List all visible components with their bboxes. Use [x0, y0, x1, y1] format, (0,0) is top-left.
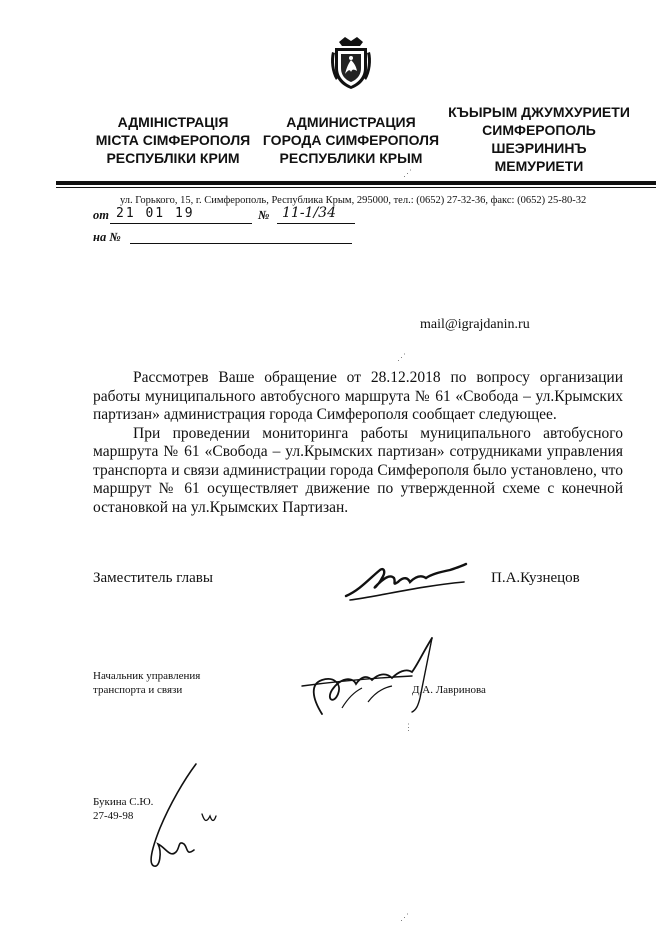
letter-date: 21 01 19: [116, 206, 195, 221]
scan-speck: ⋰: [403, 168, 412, 178]
header-ru-line-3: РЕСПУБЛИКИ КРЫМ: [279, 150, 423, 166]
head-title-line-2: транспорта и связи: [93, 684, 183, 696]
header-ct-line-4: МЕМУРИЕТИ: [494, 158, 584, 174]
header-ru-line-2: ГОРОДА СИМФЕРОПОЛЯ: [262, 132, 440, 148]
number-label: №: [258, 208, 270, 222]
head-of-department-signature: [282, 628, 452, 718]
redacted-recipient: [402, 254, 622, 310]
header-russian: [262, 113, 440, 167]
date-underline: [110, 223, 252, 224]
header-ua-line-3: РЕСПУБЛІКИ КРИМ: [106, 150, 240, 166]
header-divider-thick: [56, 181, 656, 185]
header-ua-line-2: МІСТА СІМФЕРОПОЛЯ: [95, 132, 251, 148]
signatory-title: Заместитель главы: [93, 570, 213, 586]
body-paragraph-2: При проведении мониторинга работы муниципального автобусного маршрута № 61 «Свобода – ул.Крымских партизан» сотрудниками управления транспорта и связи администрации города Симферополя было установлено, что маршрут № 61 осуществляет движение по утвержденной схеме с конечной остановкой на ул.Крымских Партизан.: [93, 424, 623, 516]
header-ct-line-2: СИМФЕРОПОЛЬ: [482, 122, 596, 138]
recipient-email: mail@igrajdanin.ru: [420, 317, 530, 332]
reply-to-label: на №: [93, 230, 121, 244]
head-title-line-1: Начальник управления: [93, 670, 201, 682]
header-ua-line-1: АДМІНІСТРАЦІЯ: [117, 114, 229, 130]
crimea-coat-of-arms-icon: [330, 36, 372, 90]
scan-speck: ⋮: [404, 722, 413, 732]
executor-phone: 27-49-98: [93, 810, 134, 822]
header-divider-thin: [56, 187, 656, 188]
scan-speck: ⋰: [397, 352, 406, 362]
header-ct-line-1: КЪЫРЫМ ДЖУМХУРИЕТИ: [448, 104, 630, 120]
header-ct-line-3: ШЕЭРИНИНЪ: [491, 140, 587, 156]
date-label: от: [93, 208, 109, 222]
deputy-signature: [340, 556, 470, 604]
executor-name: Букина С.Ю.: [93, 796, 154, 808]
signatory-name: П.А.Кузнецов: [491, 570, 580, 586]
letter-body: [93, 369, 623, 517]
head-of-department-title: [93, 669, 200, 697]
header-ru-line-1: АДМИНИСТРАЦИЯ: [286, 114, 416, 130]
number-underline: [277, 223, 355, 224]
executor-signature: [140, 760, 230, 872]
head-of-department-name: Д.А. Лавринова: [412, 684, 486, 696]
reply-to-underline: [130, 243, 352, 244]
organization-address: ул. Горького, 15, г. Симферополь, Республика Крым, 295000, тел.: (0652) 27-32-36, факс: (0652) 25-80-32: [120, 195, 587, 206]
scan-speck: ⋰: [400, 912, 409, 922]
letter-number: 11-1/34: [282, 205, 336, 221]
header-ukrainian: [83, 113, 263, 167]
header-crimean-tatar: [444, 103, 634, 175]
body-paragraph-1: Рассмотрев Ваше обращение от 28.12.2018 по вопросу организации работы муниципального автобусного маршрута № 61 «Свобода – ул.Крымских партизан» администрация города Симферополя сообщает следующее.: [93, 369, 623, 423]
